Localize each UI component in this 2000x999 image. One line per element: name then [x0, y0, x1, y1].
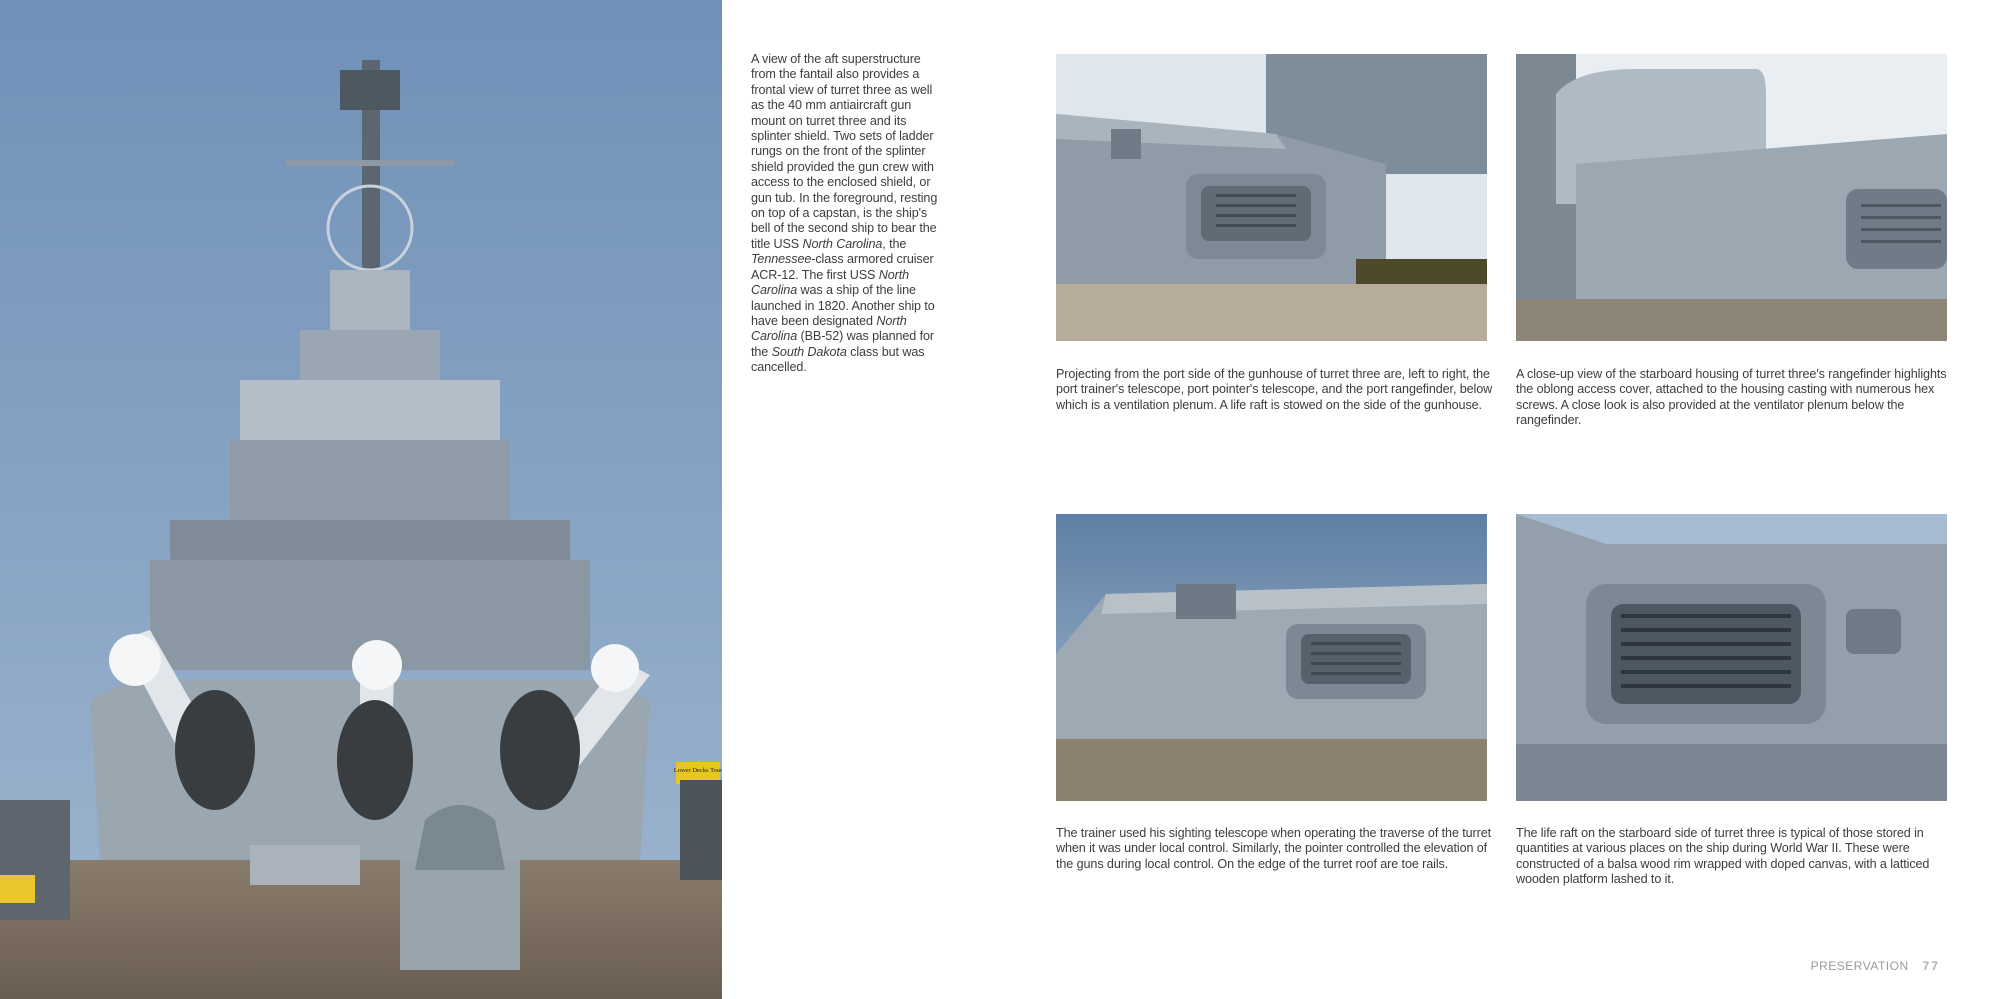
ship-name-italic: North Carolina	[751, 313, 907, 344]
photo-port-gunhouse	[1056, 54, 1487, 341]
main-text-part: (BB-52) was planned for the	[751, 329, 935, 359]
caption-top-right: A close-up view of the starboard housing of turret three's rangefinder highlights the oblong access cover, attached to the housing casting with numerous hex screws. A close look is also provided at the ventilator plenum below the rangefinder.	[1516, 367, 1947, 428]
caption-bottom-left: The trainer used his sighting telescope when operating the traverse of the turret when it was under local control. Similarly, the pointer controlled the elevation of the guns during local control. On the edge of the turret roof are toe rails.	[1056, 826, 1492, 871]
page-footer	[1811, 959, 1940, 973]
caption-bottom-right: The life raft on the starboard side of turret three is typical of those stored in quantities at various places on the ship during World War II. These were constructed of a balsa wood rim wrapped with doped canvas, with a latticed wooden platform lashed to it.	[1516, 826, 1930, 887]
main-text-part: class but was cancelled.	[751, 344, 925, 375]
photo-rangefinder-housing	[1516, 54, 1947, 341]
ship-name-italic: North Carolina	[802, 236, 883, 251]
main-photo	[0, 0, 722, 999]
page-number: 77	[1922, 959, 1940, 973]
main-text-part: , the	[882, 236, 907, 251]
footer-section: PRESERVATION	[1810, 959, 1909, 973]
sign-text: Lower Decks Tour	[673, 767, 722, 774]
main-text-part: A view of the aft superstructure from the fantail also provides a frontal view of turret three as well as the 40 mm antiaircraft gun mount on turret three and its splinter shield. Two sets of ladder rungs on the front of the splinter shield provided the gun crew with access to the enclosed shield, or gun tub. In the foreground, resting on top of a capstan, is the ship's bell of the second ship to bear the title USS	[751, 52, 938, 251]
ship-class-italic: Tennessee	[751, 252, 812, 267]
caption-top-left: Projecting from the port side of the gunhouse of turret three are, left to right, the port trainer's telescope, port pointer's telescope, and the port rangefinder, below which is a ventilation plenum. A life raft is stowed on the side of the gunhouse.	[1056, 367, 1493, 412]
ship-class-italic: South Dakota	[771, 344, 847, 359]
ship-name-italic: North Carolina	[751, 267, 910, 298]
photo-trainer-telescope	[1056, 514, 1487, 801]
main-paragraph	[751, 52, 946, 376]
main-text-part: was a ship of the line launched in 1820. Another ship to have been designated	[751, 283, 935, 328]
main-text-part: -class armored cruiser ACR-12. The first USS	[751, 252, 934, 282]
photo-life-raft	[1516, 514, 1947, 801]
